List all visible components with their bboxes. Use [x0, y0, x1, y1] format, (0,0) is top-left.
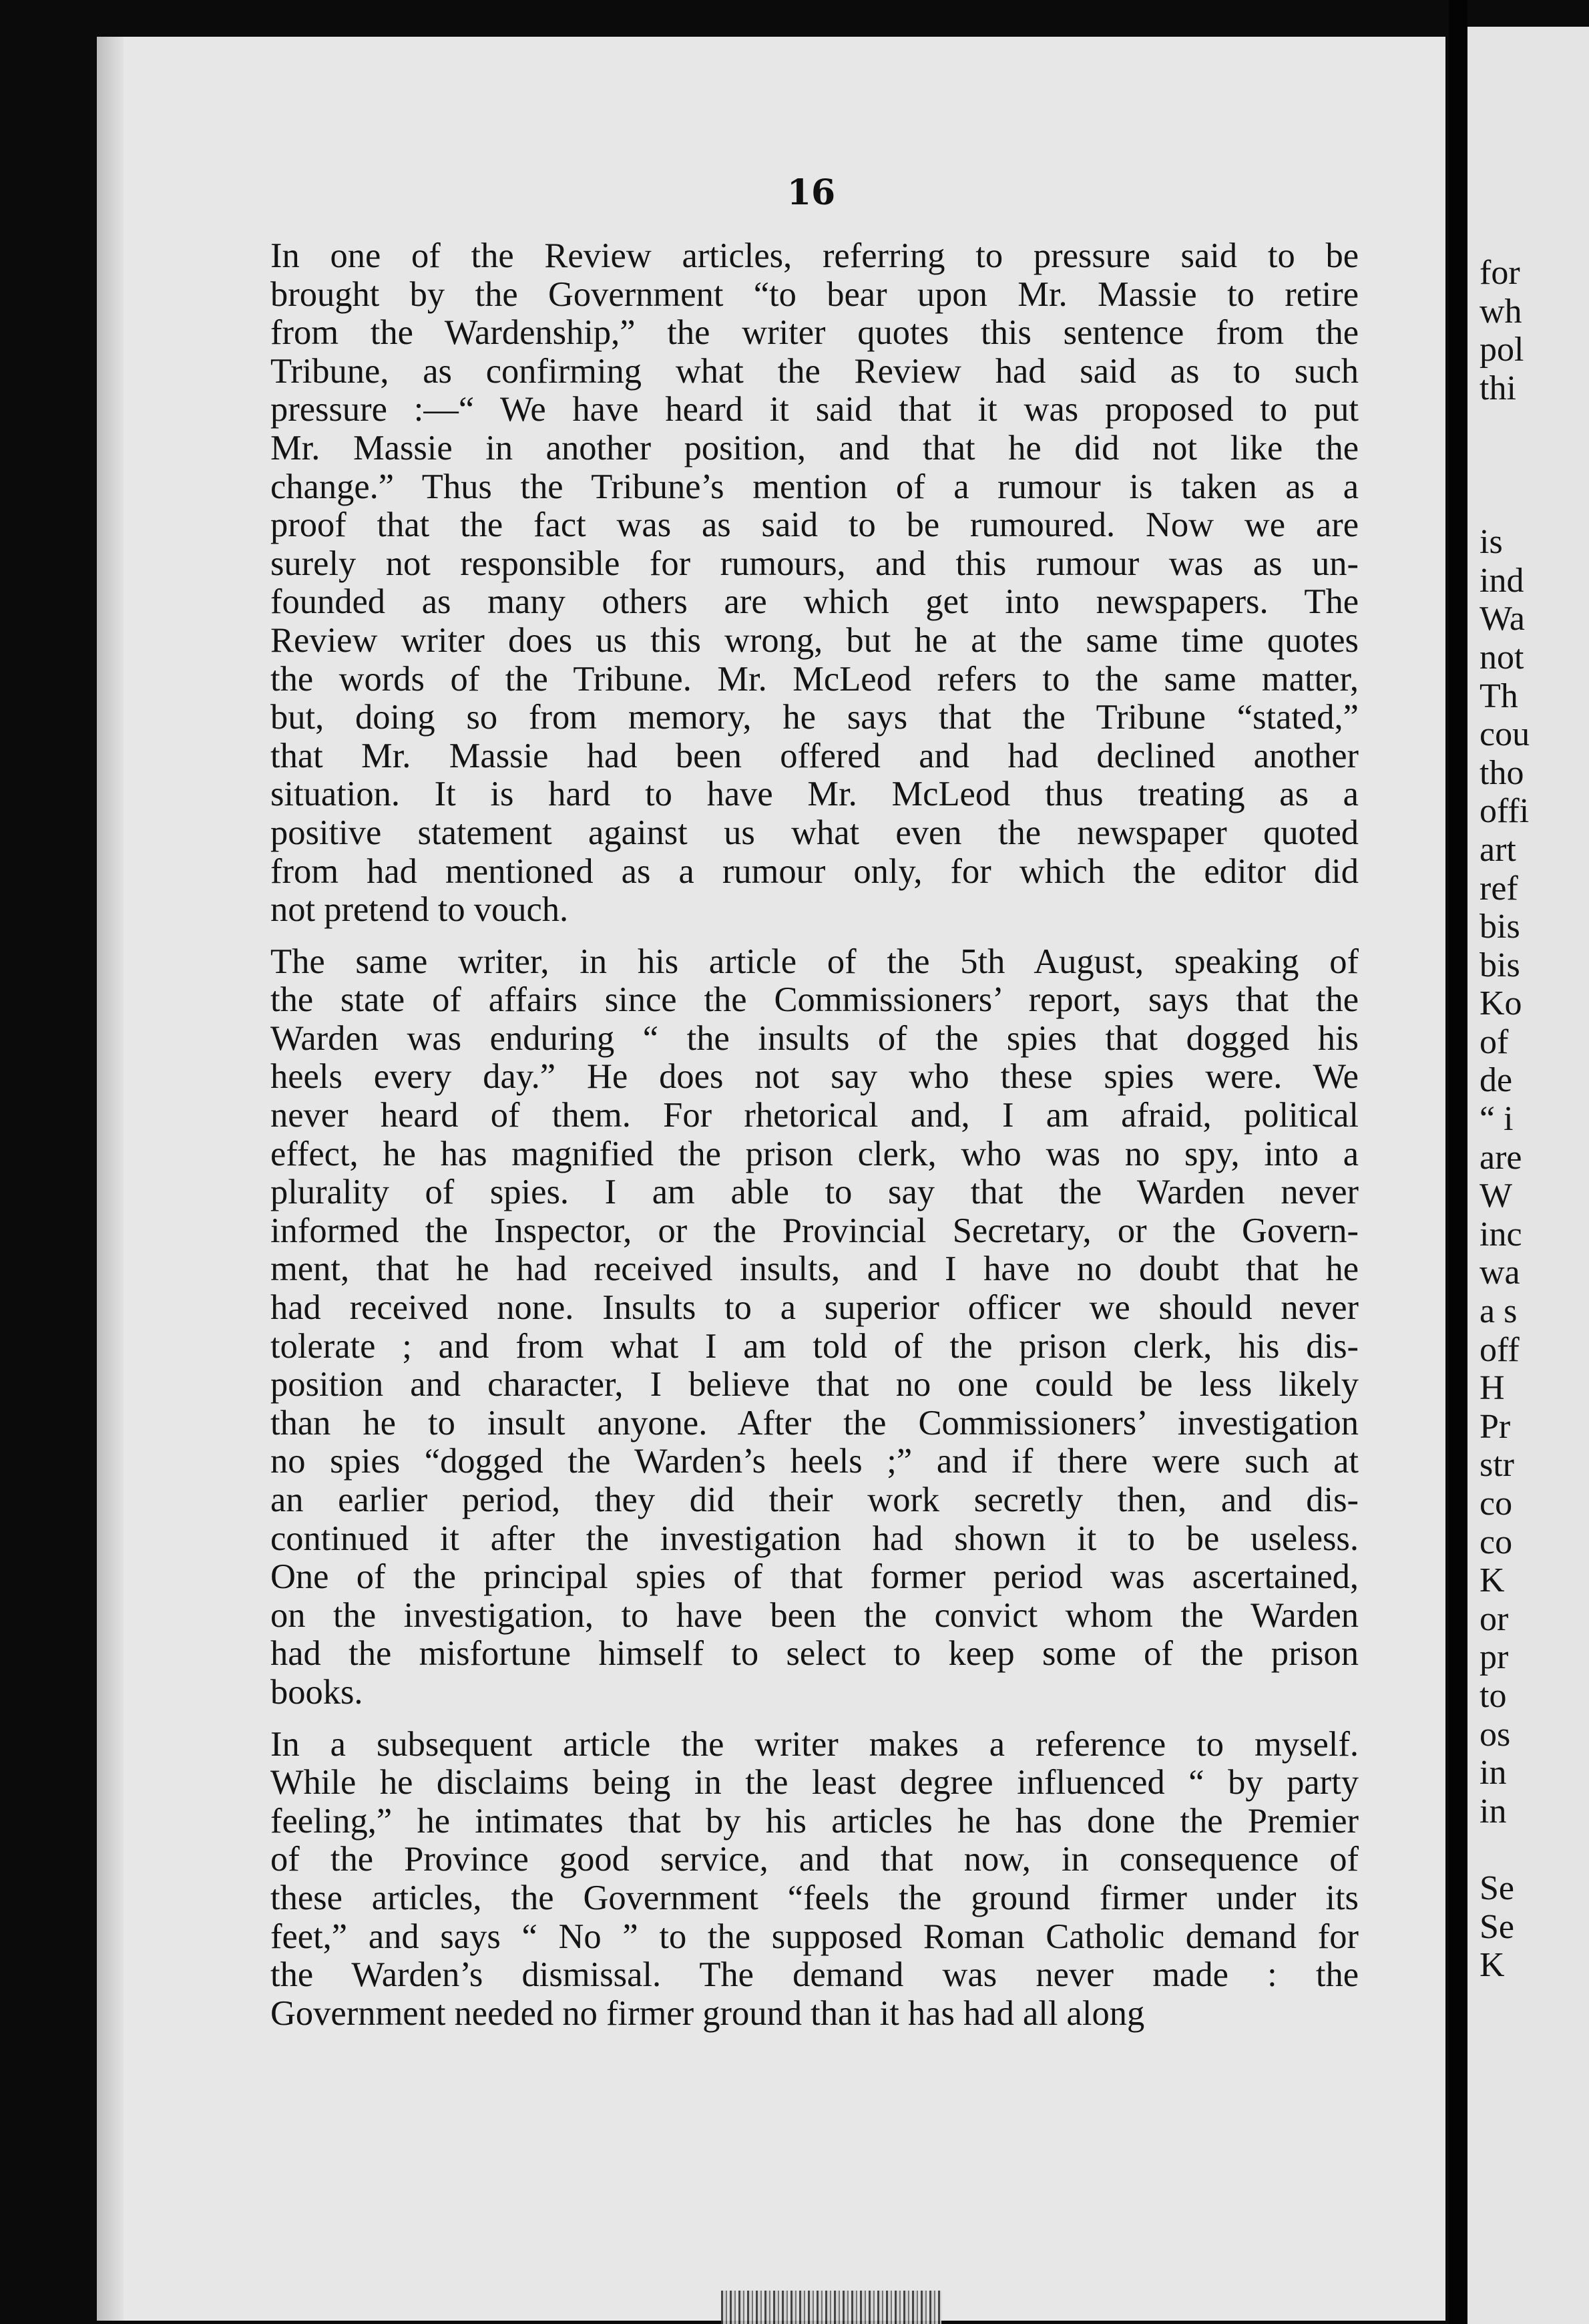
text-line: tolerate ; and from what I am told of the prison clerk, his dis- — [270, 1326, 1359, 1366]
page-edge-shadow — [97, 37, 124, 2321]
adjacent-page-fragment — [1480, 485, 1589, 524]
text-line: not pretend to vouch. — [270, 890, 569, 930]
adjacent-page-fragment: wa — [1480, 1253, 1520, 1292]
text-line: founded as many others are which get into newspapers. The — [270, 582, 1359, 622]
paragraph-gap — [270, 930, 1359, 943]
adjacent-page-fragment: to — [1480, 1676, 1507, 1715]
adjacent-page — [1467, 27, 1589, 2324]
text-line: positive statement against us what even the newspaper quoted — [270, 813, 1359, 852]
adjacent-page-fragment: bis — [1480, 946, 1520, 984]
text-line: on the investigation, to have been the convict whom the Warden — [270, 1595, 1359, 1635]
text-line: but, doing so from memory, he says that the Tribune “stated,” — [270, 698, 1359, 737]
text-line: had the misfortune himself to select to keep some of the prison — [270, 1634, 1359, 1674]
text-line: feet,” and says “ No ” to the supposed Roman Catholic demand for — [270, 1917, 1359, 1956]
text-line: of the Province good service, and that now, in consequence of — [270, 1840, 1359, 1879]
adjacent-page-fragment: is — [1480, 523, 1503, 562]
page-number: 16 — [786, 172, 836, 213]
text-line: change.” Thus the Tribune’s mention of a rumour is taken as a — [270, 467, 1359, 506]
text-line: an earlier period, they did their work secretly then, and dis- — [270, 1481, 1359, 1519]
adjacent-page-fragment: tho — [1480, 753, 1524, 792]
adjacent-page-fragment: bis — [1480, 908, 1520, 946]
text-line: position and character, I believe that no one could be less likely — [270, 1365, 1359, 1404]
adjacent-page-fragment: cou — [1480, 715, 1530, 754]
text-line: Mr. Massie in another position, and that he did not like the — [270, 428, 1359, 467]
text-line: from had mentioned as a rumour only, for which the editor did — [270, 851, 1359, 891]
text-line: plurality of spies. I am able to say that the Warden never — [270, 1173, 1359, 1212]
text-line: books. — [270, 1672, 363, 1712]
text-line: brought by the Government “to bear upon Mr. Massie to retire — [270, 274, 1359, 314]
text-line: While he disclaims being in the least degree influenced “ by party — [270, 1763, 1359, 1802]
text-line: heels every day.” He does not say who these spies were. We — [270, 1057, 1359, 1097]
text-line: In a subsequent article the writer makes a reference to myself. — [270, 1724, 1359, 1764]
adjacent-page-fragment: for — [1480, 254, 1520, 292]
document-body — [270, 237, 1359, 2033]
adjacent-page-text-fragments — [1480, 254, 1589, 1985]
text-line: Review writer does us this wrong, but he at the same time quotes — [270, 620, 1359, 660]
adjacent-page-fragment: de — [1480, 1061, 1513, 1100]
text-line: Warden was enduring “ the insults of the spies that dogged his — [270, 1018, 1359, 1058]
text-line: feeling,” he intimates that by his articles he has done the Premier — [270, 1801, 1359, 1841]
adjacent-page-fragment: not — [1480, 638, 1524, 676]
binding-gutter — [1449, 0, 1467, 2324]
adjacent-page-fragment — [1480, 1830, 1589, 1869]
adjacent-page-fragment: Pr — [1480, 1407, 1511, 1446]
adjacent-page-fragment: H — [1480, 1369, 1505, 1408]
adjacent-page-fragment: art — [1480, 830, 1516, 869]
text-line: from the Wardenship,” the writer quotes this sentence from the — [270, 313, 1359, 353]
text-line: that Mr. Massie had been offered and had declined another — [270, 736, 1359, 775]
adjacent-page-fragment: co — [1480, 1523, 1513, 1561]
adjacent-page-fragment: off — [1480, 1330, 1520, 1369]
text-line: situation. It is hard to have Mr. McLeod thus treating as a — [270, 775, 1359, 814]
text-line: these articles, the Government “feels the ground firmer under its — [270, 1878, 1359, 1917]
adjacent-page-fragment — [1480, 446, 1589, 485]
adjacent-page-fragment: are — [1480, 1138, 1522, 1177]
adjacent-page-fragment: Ko — [1480, 984, 1522, 1023]
text-line: continued it after the investigation had shown it to be useless. — [270, 1519, 1359, 1558]
text-line: In one of the Review articles, referring to pressure said to be — [270, 236, 1359, 275]
adjacent-page-fragment: str — [1480, 1446, 1514, 1485]
adjacent-page-fragment: pol — [1480, 331, 1524, 369]
paragraph-gap — [270, 1712, 1359, 1726]
adjacent-page-fragment: Se — [1480, 1907, 1514, 1946]
adjacent-page-fragment: in — [1480, 1754, 1507, 1792]
paragraph-review-rumour — [270, 237, 1359, 930]
text-line: than he to insult anyone. After the Commissioners’ investigation — [270, 1403, 1359, 1442]
adjacent-page-fragment: pr — [1480, 1638, 1509, 1677]
text-line: pressure :—“ We have heard it said that it was proposed to put — [270, 390, 1359, 429]
adjacent-page-fragment: offi — [1480, 792, 1530, 831]
adjacent-page-fragment: Se — [1480, 1869, 1514, 1907]
adjacent-page-fragment: K — [1480, 1561, 1505, 1600]
text-line: the words of the Tribune. Mr. McLeod refers to the same matter, — [270, 659, 1359, 699]
adjacent-page-fragment: inc — [1480, 1215, 1522, 1253]
text-line: informed the Inspector, or the Provincial Secretary, or the Govern- — [270, 1211, 1359, 1250]
adjacent-page-fragment: W — [1480, 1177, 1513, 1215]
adjacent-page-fragment: “ i — [1480, 1100, 1514, 1139]
adjacent-page-fragment — [1480, 407, 1589, 446]
adjacent-page-fragment: K — [1480, 1946, 1505, 1985]
text-line: surely not responsible for rumours, and this rumour was as un- — [270, 544, 1359, 583]
text-line: Government needed no firmer ground than it has had all along — [270, 1993, 1145, 2033]
text-line: never heard of them. For rhetorical and, I am afraid, political — [270, 1096, 1359, 1135]
adjacent-page-fragment: os — [1480, 1715, 1511, 1754]
text-line: proof that the fact was as said to be rumoured. Now we are — [270, 506, 1359, 545]
adjacent-page-fragment: or — [1480, 1599, 1509, 1638]
adjacent-page-fragment: thi — [1480, 369, 1516, 407]
text-line: Tribune, as confirming what the Review had said as to such — [270, 351, 1359, 391]
text-line: the Warden’s dismissal. The demand was never made : the — [270, 1955, 1359, 1995]
paragraph-subsequent-article — [270, 1726, 1359, 2034]
adjacent-page-fragment: a s — [1480, 1292, 1518, 1331]
text-line: had received none. Insults to a superior officer we should never — [270, 1288, 1359, 1328]
text-line: no spies “dogged the Warden’s heels ;” and if there were such at — [270, 1442, 1359, 1481]
text-line: the state of affairs since the Commissioners’ report, says that the — [270, 980, 1359, 1020]
paragraph-spies — [270, 943, 1359, 1712]
adjacent-page-fragment: Wa — [1480, 600, 1525, 638]
adjacent-page-fragment: ind — [1480, 561, 1524, 600]
adjacent-page-fragment: Th — [1480, 676, 1518, 715]
adjacent-page-fragment: co — [1480, 1485, 1513, 1523]
adjacent-page-fragment: of — [1480, 1022, 1509, 1061]
text-line: One of the principal spies of that former period was ascertained, — [270, 1557, 1359, 1597]
text-line: ment, that he had received insults, and I have no doubt that he — [270, 1249, 1359, 1289]
adjacent-page-fragment: in — [1480, 1792, 1507, 1830]
adjacent-page-fragment: ref — [1480, 869, 1518, 908]
text-line: The same writer, in his article of the 5th August, speaking of — [270, 942, 1359, 981]
scan-artifact — [721, 2291, 941, 2324]
text-line: effect, he has magnified the prison clerk, who was no spy, into a — [270, 1134, 1359, 1173]
adjacent-page-fragment: wh — [1480, 292, 1522, 331]
